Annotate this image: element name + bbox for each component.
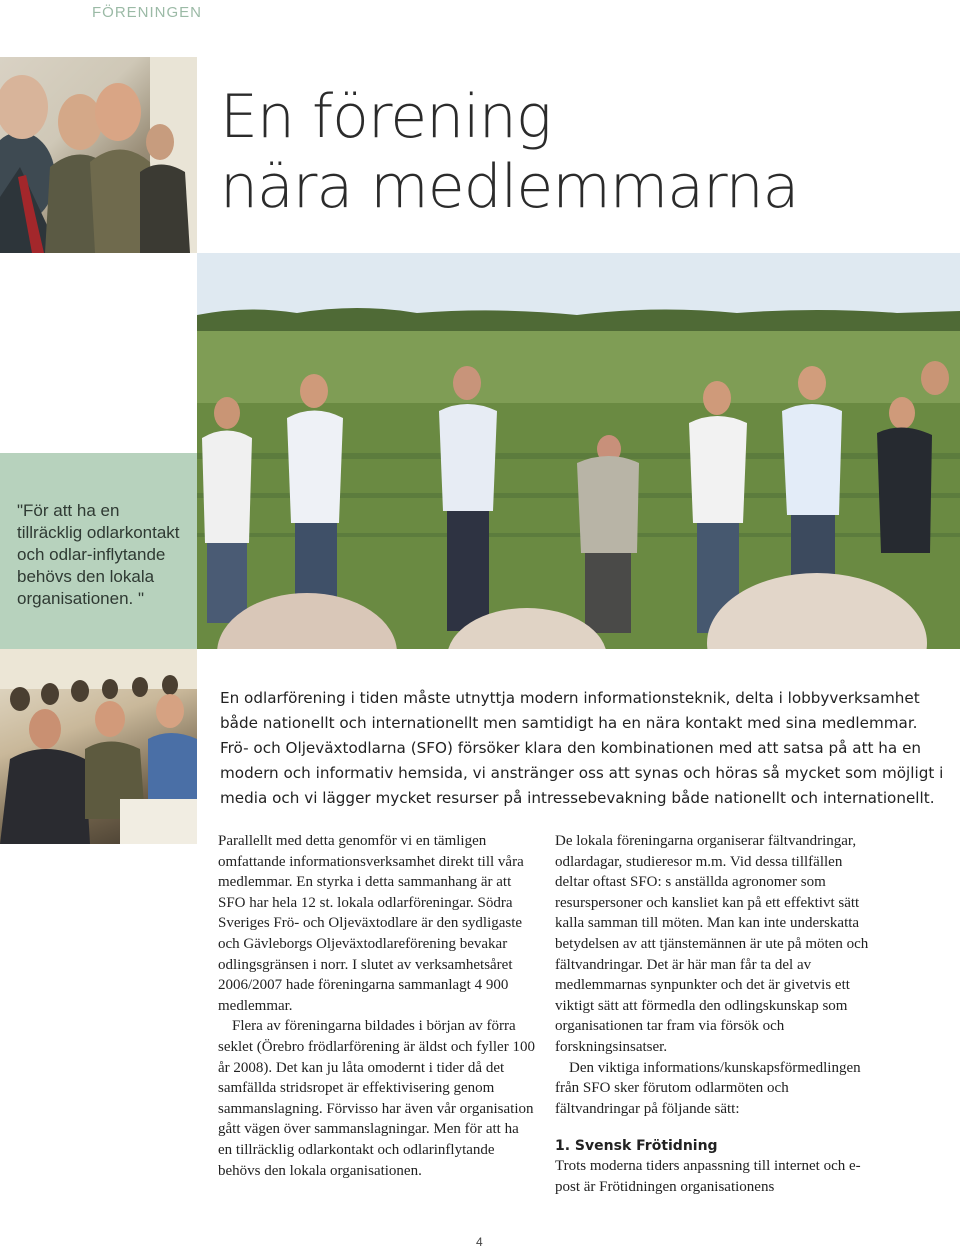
right-paragraph-3: Trots moderna tiders anpassning till internet och e-post är Frötidningen organisationens	[555, 1158, 861, 1195]
right-paragraph-1: De lokala föreningarna organiserar fältvandringar, odlardagar, studieresor m.m. Vid dessa tillfällen deltar oftast SFO: s anställda agronomer som resurspersoner och kansliet kan på ett effektivt sätt kalla samman till möten. Man kan inte underskatta betydelsen av att tjänstemännen är ute på möten och fältvandringar. Det är här man får ta del av medlemmarnas synpunkter och det är givetvis ett viktigt sätt att förmedla den odlingskunskap som organisationen tar fram via försök och forskningsinsatser.	[555, 833, 869, 1055]
intro-text	[220, 686, 950, 811]
page-number: 4	[476, 1235, 483, 1249]
field-walk-photo	[197, 253, 960, 649]
right-column	[555, 831, 873, 1198]
pull-quote: "För att ha en tillräcklig odlarkontakt och odlar-inflytande behövs den lokala organisationen. "	[17, 501, 180, 608]
meeting-audience-photo	[0, 649, 197, 844]
page-title	[220, 82, 798, 222]
left-paragraph-1: Parallellt med detta genomför vi en tämligen omfattande informationsverksamhet direkt till våra medlemmar. En styrka i detta sammanhang är att SFO har hela 12 st. lokala odlarföreningar. Södra Sveriges Frö- och Oljeväxtodlare är den sydligaste och Gävleborgs Oljeväxtodlareförening bevakar odlingsgränsen i norr. I slutet av verksamhetsåret 2006/2007 hade föreningarna sammanlagt 4 900 medlemmar.	[218, 833, 524, 1014]
intro-paragraph-2: Frö- och Oljeväxtodlarna (SFO) försöker klara den kombinationen med att satsa på att ha en modern och informativ hemsida, vi anstränger oss att synas och höras så mycket som möjligt i media och vi lägger mycket resurser på intressebevakning både nationellt och internationellt.	[220, 739, 944, 807]
title-line-1: En förening	[220, 82, 551, 152]
intro-paragraph-1: En odlarförening i tiden måste utnyttja modern informationsteknik, delta i lobbyverksamhet både nationellt och internationellt men samtidigt ha en nära kontakt med sina medlemmar.	[220, 689, 920, 732]
section-label: FÖRENINGEN	[92, 4, 203, 21]
left-paragraph-2: Flera av föreningarna bildades i början av förra seklet (Örebro frödlarförening är äldst och fyller 100 år 2008). Det kan ju låta omodernt i tider då det samfällda stridsropet är effektivisering genom sammanslagning. Förvisso har även vår organisation gått vägen över sammanslagningar. Men för att ha en tillräcklig odlarkontakt och odlarinflytande behövs den lokala organisationen.	[218, 1018, 535, 1179]
title-line-2: nära medlemmarna	[220, 152, 799, 222]
left-column	[218, 831, 536, 1181]
section-heading: 1. Svensk Frötidning	[555, 1138, 718, 1155]
seminar-attendees-photo	[0, 57, 197, 253]
right-paragraph-2: Den viktiga informations/kunskapsförmedlingen från SFO sker förutom odlarmöten och fältvandringar på följande sätt:	[555, 1059, 861, 1117]
